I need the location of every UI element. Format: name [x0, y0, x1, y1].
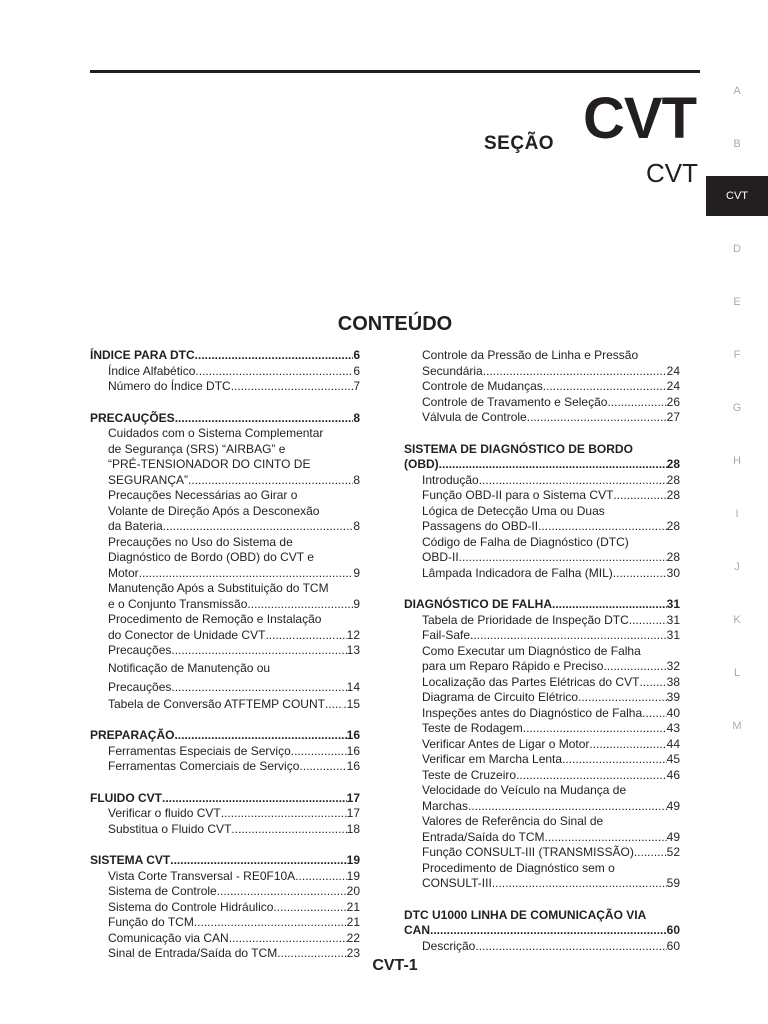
toc-page: 23 [346, 946, 360, 960]
toc-item-title: Comunicação via CAN [108, 930, 229, 945]
toc-item-line[interactable]: Código de Falha de Diagnóstico (DTC) [422, 534, 629, 549]
toc-item[interactable] [404, 550, 680, 566]
toc-left-column [90, 348, 360, 962]
dot-leader [229, 931, 347, 947]
toc-item[interactable] [404, 830, 680, 846]
tab-b[interactable]: B [733, 138, 741, 150]
toc-item[interactable] [404, 364, 680, 380]
dot-leader [483, 364, 667, 380]
dot-leader [527, 410, 667, 426]
dot-leader [639, 675, 666, 691]
dot-leader [470, 628, 667, 644]
dot-leader [247, 597, 353, 613]
dot-leader [171, 643, 346, 659]
toc-item[interactable] [404, 690, 680, 706]
header-rule [90, 70, 700, 73]
toc-section[interactable] [404, 457, 680, 473]
dot-leader [642, 706, 666, 722]
toc-page: 16 [346, 743, 360, 758]
toc-page: 27 [666, 410, 680, 424]
toc-item-title: para um Reparo Rápido e Preciso [422, 659, 604, 673]
toc-page: 21 [346, 915, 360, 929]
toc-page: 28 [666, 457, 680, 471]
toc-item-title: Motor [108, 565, 139, 580]
toc-page: 24 [666, 363, 680, 378]
toc-item-line[interactable]: Procedimento de Remoção e Instalação [108, 612, 322, 626]
dot-leader [325, 697, 343, 713]
toc-item-title: Lâmpada Indicadora de Falha (MIL) [422, 565, 613, 580]
toc-item[interactable] [90, 869, 360, 885]
toc-page: 16 [346, 728, 360, 742]
dot-leader [195, 364, 353, 380]
toc-page: 52 [666, 845, 680, 859]
toc-page: 20 [346, 884, 360, 898]
dot-leader [629, 613, 667, 629]
toc-item-title: Número do Índice DTC [108, 379, 231, 393]
toc-item[interactable] [404, 613, 680, 629]
toc-item[interactable] [90, 364, 360, 380]
toc-page: 13 [346, 643, 360, 657]
toc-item[interactable] [90, 628, 360, 644]
toc-page: 24 [666, 379, 680, 393]
toc-item[interactable] [90, 822, 360, 838]
section-subtitle: CVT [646, 158, 698, 188]
toc-item-line[interactable]: Velocidade do Veículo na Mudança de [422, 783, 627, 797]
toc-section[interactable] [404, 597, 680, 613]
tab-cvt[interactable]: CVT [706, 176, 768, 216]
toc-item-title: Verificar Antes de Ligar o Motor [422, 736, 590, 751]
toc-item-line[interactable]: Volante de Direção Após a Desconexão [108, 503, 320, 518]
toc-item[interactable] [404, 410, 680, 426]
dot-leader [607, 395, 666, 411]
toc-section[interactable] [90, 791, 360, 807]
toc-item[interactable] [90, 678, 360, 697]
toc-item[interactable] [90, 806, 360, 822]
toc-item[interactable] [404, 721, 680, 737]
toc-page: 59 [666, 876, 680, 890]
toc-page: 8 [353, 410, 360, 425]
contents-heading: CONTEÚDO [337, 313, 453, 335]
toc-page: 46 [666, 767, 680, 782]
dot-leader [468, 799, 667, 815]
toc-item[interactable] [90, 597, 360, 613]
toc-page: 28 [666, 472, 680, 487]
tab-e[interactable]: E [733, 296, 741, 308]
toc-item-line[interactable]: Precauções no Uso do Sistema de [108, 534, 293, 549]
dot-leader [613, 566, 667, 582]
toc-item-title: Função do TCM [108, 915, 194, 929]
toc-page: 26 [666, 394, 680, 409]
toc-page: 19 [346, 868, 360, 883]
toc-section[interactable] [90, 853, 360, 869]
toc-page: 39 [666, 690, 680, 704]
dot-leader [194, 915, 347, 931]
dot-leader [589, 737, 666, 753]
toc-item-title: Sistema do Controle Hidráulico [108, 899, 274, 914]
dot-leader [492, 876, 667, 892]
toc-item-title: CONSULT-III [422, 876, 492, 890]
toc-item-line[interactable]: Procedimento de Diagnóstico sem o [422, 860, 615, 875]
toc-item[interactable] [404, 939, 680, 955]
toc-section[interactable] [90, 348, 360, 364]
toc-page: 12 [346, 627, 360, 642]
toc-page: 16 [346, 759, 360, 773]
toc-page: 6 [353, 348, 360, 362]
toc-item-line[interactable]: Lógica de Detecção Uma ou Duas [422, 503, 605, 518]
toc-page: 49 [666, 829, 680, 844]
toc-item-title: Tabela de Conversão ATFTEMP COUNT [108, 696, 325, 711]
toc-section-title: PREPARAÇÃO [90, 728, 175, 742]
toc-item-title: Substitua o Fluido CVT [108, 821, 232, 836]
dot-leader [163, 519, 354, 535]
toc-item-title: Introdução [422, 472, 479, 487]
dot-leader [538, 519, 667, 535]
toc-item[interactable] [90, 473, 360, 489]
toc-item[interactable] [90, 759, 360, 775]
toc-item-title: e o Conjunto Transmissão [108, 596, 248, 611]
toc-item-title: do Conector de Unidade CVT [108, 627, 266, 642]
toc-page: 45 [666, 752, 680, 766]
dot-leader [603, 659, 666, 675]
dot-leader [295, 869, 346, 885]
toc-section-title: CAN [404, 923, 430, 937]
toc-item-title: Teste de Rodagem [422, 721, 523, 735]
toc-item[interactable] [404, 752, 680, 768]
toc-page: 30 [666, 565, 680, 580]
dot-leader [191, 473, 353, 489]
dot-leader [174, 728, 346, 744]
toc-item-line[interactable]: Diagnóstico de Bordo (OBD) do CVT e [108, 550, 314, 564]
toc-page: 43 [666, 721, 680, 735]
dot-leader [479, 473, 667, 489]
toc-page: 18 [346, 821, 360, 836]
dot-leader [523, 721, 667, 737]
toc-item[interactable] [90, 744, 360, 760]
toc-item[interactable] [404, 659, 680, 675]
toc-page: 60 [666, 938, 680, 953]
dot-leader [516, 768, 667, 784]
toc-page: 9 [353, 565, 360, 580]
toc-page: 8 [353, 519, 360, 533]
section-code: CVT [583, 86, 696, 151]
toc-page: 22 [346, 930, 360, 945]
dot-leader [231, 822, 346, 838]
section-tab-index [706, 0, 768, 760]
toc-page: 32 [666, 659, 680, 673]
dot-leader [273, 900, 346, 916]
toc-item[interactable] [90, 697, 360, 713]
toc-item-title: da Bateria [108, 519, 163, 533]
toc-section-line[interactable]: SISTEMA DE DIAGNÓSTICO DE BORDO [404, 441, 633, 456]
dot-leader [475, 939, 666, 955]
toc-item-title: Descrição [422, 938, 476, 953]
toc-item[interactable] [90, 566, 360, 582]
toc-page: 31 [666, 628, 680, 642]
page-number-footer: CVT-1 [372, 957, 418, 974]
toc-item-title: Vista Corte Transversal - RE0F10A [108, 868, 296, 883]
dot-leader [162, 791, 347, 807]
tab-i[interactable]: I [735, 508, 739, 520]
dot-leader [545, 830, 667, 846]
toc-item[interactable] [404, 395, 680, 411]
tab-m[interactable]: M [732, 720, 742, 732]
toc-item[interactable] [404, 379, 680, 395]
toc-item-title: Ferramentas Comerciais de Serviço [108, 759, 300, 773]
toc-item[interactable] [90, 519, 360, 535]
dot-leader [265, 628, 346, 644]
toc-section[interactable] [90, 411, 360, 427]
toc-item[interactable] [90, 643, 360, 659]
dot-leader [634, 845, 667, 861]
toc-item-title: OBD-II [422, 550, 459, 564]
toc-page: 7 [353, 379, 360, 393]
toc-item[interactable] [404, 675, 680, 691]
toc-item-title: Localização das Partes Elétricas do CVT [422, 674, 640, 689]
toc-item-title: Precauções [108, 679, 172, 694]
tab-g[interactable]: G [732, 402, 742, 414]
toc-item[interactable] [404, 845, 680, 861]
toc-item-title: Função OBD-II para o Sistema CVT [422, 488, 614, 502]
toc-section-title: DIAGNÓSTICO DE FALHA [404, 597, 553, 611]
dot-leader [552, 597, 667, 613]
dot-leader [221, 806, 347, 822]
toc-section-line[interactable]: DTC U1000 LINHA DE COMUNICAÇÃO VIA [404, 907, 647, 922]
toc-item-title: Marchas [422, 798, 469, 813]
tab-h[interactable]: H [733, 455, 741, 467]
dot-leader [430, 923, 667, 939]
toc-page: 28 [666, 519, 680, 533]
toc-item-title: Fail-Safe [422, 628, 471, 642]
dot-leader [439, 457, 667, 473]
toc-item-line[interactable]: Manutenção Após a Substituição do TCM [108, 581, 329, 595]
dot-leader [459, 550, 667, 566]
toc-page: 49 [666, 798, 680, 813]
toc-item-title: SEGURANÇA”. [108, 472, 192, 487]
toc-page: 17 [346, 806, 360, 820]
toc-item[interactable] [404, 473, 680, 489]
section-word: SEÇÃO [484, 133, 555, 154]
toc-section-title: FLUIDO CVT [90, 790, 162, 805]
dot-leader [299, 759, 346, 775]
toc-page: 19 [346, 853, 360, 867]
toc-item[interactable] [404, 799, 680, 815]
toc-page: 31 [666, 597, 680, 611]
toc-section-title: ÍNDICE PARA DTC [90, 348, 195, 362]
toc-right-column [404, 348, 680, 954]
toc-item-title: Entrada/Saída do TCM [422, 829, 545, 844]
toc-item[interactable] [404, 488, 680, 504]
toc-item-title: Ferramentas Especiais de Serviço [108, 743, 291, 758]
dot-leader [578, 690, 667, 706]
dot-leader [291, 744, 347, 760]
toc-item-title: Teste de Cruzeiro [422, 767, 517, 782]
toc-item-line[interactable]: de Segurança (SRS) “AIRBAG” e [108, 441, 286, 456]
dot-leader [139, 566, 354, 582]
toc-page: 9 [353, 596, 360, 611]
toc-page: 40 [666, 705, 680, 720]
tab-l[interactable]: L [733, 667, 741, 679]
toc-page: 8 [353, 472, 360, 487]
dot-leader [171, 678, 346, 697]
toc-section[interactable] [404, 923, 680, 939]
dot-leader [543, 379, 667, 395]
toc-item-line[interactable]: Como Executar um Diagnóstico de Falha [422, 643, 641, 658]
toc-page: 60 [666, 923, 680, 937]
toc-item-title: Verificar em Marcha Lenta [422, 752, 563, 766]
dot-leader [175, 411, 354, 427]
toc-item-title: Inspeções antes do Diagnóstico de Falha [422, 705, 643, 720]
toc-item[interactable] [90, 915, 360, 931]
dot-leader [562, 752, 667, 768]
dot-leader [613, 488, 666, 504]
toc-page: 38 [666, 674, 680, 689]
tab-k[interactable]: K [733, 614, 741, 626]
toc-page: 44 [666, 736, 680, 751]
toc-item[interactable] [404, 706, 680, 722]
toc-item[interactable] [404, 519, 680, 535]
toc-item-title: Diagrama de Circuito Elétrico [422, 690, 579, 704]
tab-j[interactable]: J [734, 561, 740, 573]
dot-leader [170, 853, 346, 869]
tab-d[interactable]: D [733, 243, 741, 255]
toc-item[interactable] [404, 876, 680, 892]
toc-item-title: Secundária [422, 363, 483, 378]
toc-item-line[interactable]: “PRÉ-TENSIONADOR DO CINTO DE [108, 457, 311, 471]
toc-page: .15 [343, 696, 360, 711]
toc-item-line[interactable]: Precauções Necessárias ao Girar o [108, 488, 298, 502]
toc-section-title: PRECAUÇÕES [90, 410, 175, 425]
toc-item-title: Precauções [108, 643, 172, 657]
toc-item-title: Função CONSULT-III (TRANSMISSÃO) [422, 845, 634, 859]
toc-item-line[interactable]: Notificação de Manutenção ou [108, 660, 271, 675]
toc-page: 14 [346, 679, 360, 694]
toc-item-title: Sistema de Controle [108, 884, 217, 898]
toc-section[interactable] [90, 728, 360, 744]
toc-item-title: Índice Alfabético [108, 363, 196, 378]
dot-leader [217, 884, 347, 900]
toc-item-title: Passagens do OBD-II [422, 519, 539, 533]
toc-page: 28 [666, 488, 680, 502]
dot-leader [231, 379, 354, 395]
toc-page: 28 [666, 550, 680, 564]
toc-item[interactable] [90, 884, 360, 900]
toc-item-title: Controle de Travamento e Seleção [422, 394, 608, 409]
toc-item-line[interactable]: Valores de Referência do Sinal de [422, 814, 604, 828]
toc-item[interactable] [404, 628, 680, 644]
toc-page: 21 [346, 899, 360, 914]
toc-item[interactable] [90, 900, 360, 916]
toc-section-title: SISTEMA CVT [90, 853, 171, 867]
toc-page: 6 [353, 363, 360, 378]
toc-page: 17 [346, 790, 360, 805]
toc-item-title: Controle de Mudanças [422, 379, 543, 393]
toc-item[interactable] [404, 768, 680, 784]
toc-item-line[interactable]: Controle da Pressão de Linha e Pressão [422, 348, 639, 362]
toc-page: 31 [666, 612, 680, 627]
toc-item-title: Sinal de Entrada/Saída do TCM [108, 946, 278, 960]
tab-a[interactable]: A [733, 85, 741, 97]
toc-item[interactable] [90, 379, 360, 395]
toc-item[interactable] [404, 566, 680, 582]
toc-item[interactable] [404, 737, 680, 753]
toc-item[interactable] [90, 931, 360, 947]
toc-item-title: Tabela de Prioridade de Inspeção DTC [422, 612, 629, 627]
toc-section-title: (OBD) [404, 457, 439, 471]
toc-item-title: Válvula de Controle [422, 410, 527, 424]
toc-item-title: Verificar o fluido CVT [108, 806, 221, 820]
tab-f[interactable]: F [733, 349, 741, 361]
toc-item-line[interactable]: Cuidados com o Sistema Complementar [108, 426, 324, 440]
dot-leader [195, 348, 354, 364]
